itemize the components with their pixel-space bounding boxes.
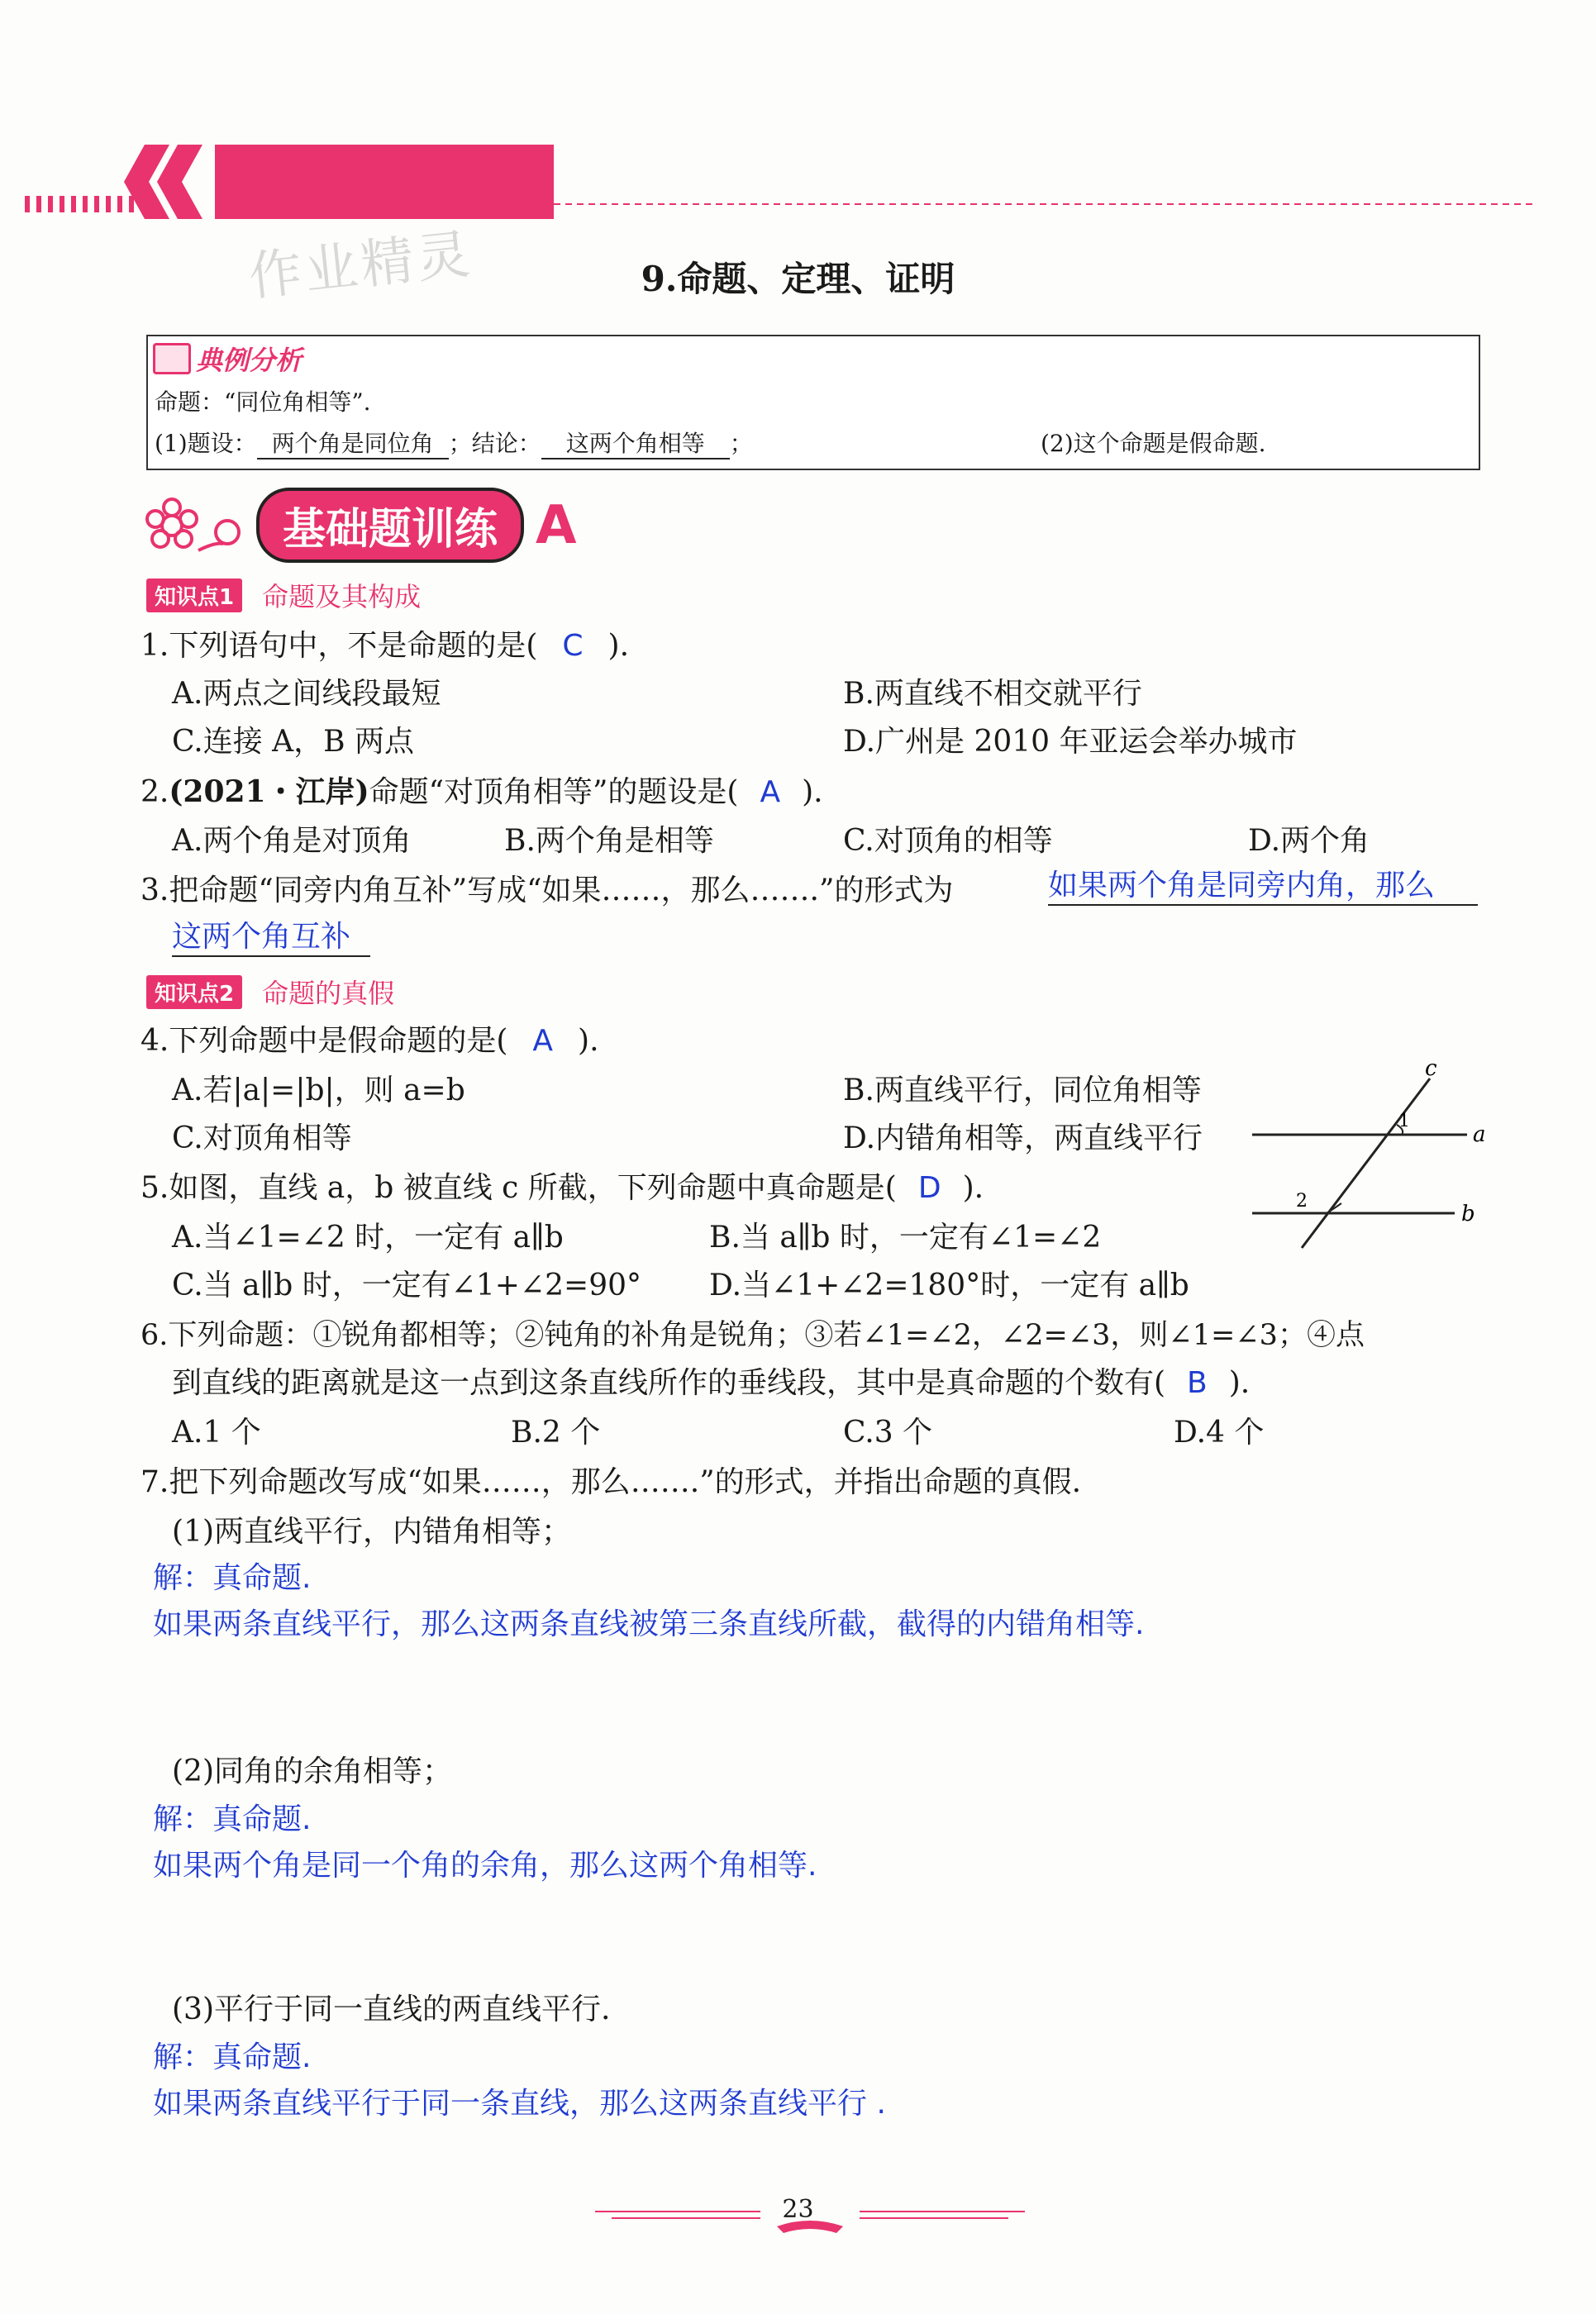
book-icon xyxy=(153,343,191,374)
q4-option-a: A.若|a|=|b|，则 a=b xyxy=(172,1074,465,1107)
q2-option-a: A.两个角是对顶角 xyxy=(172,824,412,858)
q7-part1-solution-2: 如果两条直线平行，那么这两条直线被第三条直线所截，截得的内错角相等. xyxy=(153,1607,1145,1641)
basic-section-heading xyxy=(141,488,577,563)
q6-option-d: D.4 个 xyxy=(1174,1416,1265,1450)
question-2-answer: A xyxy=(760,775,781,809)
q2-option-c: C.对顶角的相等 xyxy=(843,824,1053,858)
page-number: 23 xyxy=(782,2195,814,2224)
example-line2: (1)题设： 两个角是同位角 ；结论： 这两个角相等 ； xyxy=(155,430,753,459)
knowledge-point-2: 知识点2 命题的真假 xyxy=(146,975,394,1008)
q2-option-d: D.两个角 xyxy=(1248,824,1370,858)
question-2-stem: 2.(2021・江岸)命题“对顶角相等”的题设是( A ). xyxy=(141,774,823,809)
question-6-answer: B xyxy=(1187,1366,1208,1400)
q7-part3-solution-2: 如果两条直线平行于同一条直线，那么这两条直线平行 . xyxy=(153,2087,886,2121)
question-6-stem-line2: 到直线的距离就是这一点到这条直线所作的垂线段，其中是真命题的个数有( B ). xyxy=(172,1366,1251,1400)
q1-option-d: D.广州是 2010 年亚运会举办城市 xyxy=(843,725,1298,759)
label-a: a xyxy=(1473,1122,1486,1147)
knowledge-point-1: 知识点1 命题及其构成 xyxy=(146,578,421,612)
parallel-lines-figure xyxy=(1240,1062,1513,1252)
question-3-stem: 3.把命题“同旁内角互补”写成“如果……，那么…….”的形式为 xyxy=(141,874,954,907)
flower-icon xyxy=(141,493,248,559)
label-2: 2 xyxy=(1296,1191,1308,1212)
q7-part2-prompt: (2)同角的余角相等； xyxy=(172,1755,452,1788)
example-part2: (2)这个命题是假命题. xyxy=(1041,430,1266,457)
line-c xyxy=(1302,1078,1430,1248)
question-1-stem: 1.下列语句中，不是命题的是( C ). xyxy=(141,629,630,663)
question-7-stem: 7.把下列命题改写成“如果……，那么…….”的形式，并指出命题的真假. xyxy=(141,1465,1082,1499)
q1-option-b: B.两直线不相交就平行 xyxy=(843,677,1142,711)
q4-option-d: D.内错角相等，两直线平行 xyxy=(843,1121,1203,1155)
q6-option-b: B.2 个 xyxy=(511,1416,601,1450)
q7-part3-solution-1: 解：真命题. xyxy=(153,2040,312,2074)
q7-part2-solution-1: 解：真命题. xyxy=(153,1802,312,1836)
example-label: 典例分析 xyxy=(153,340,302,378)
q5-option-c: C.当 a∥b 时，一定有∠1+∠2=90° xyxy=(172,1269,642,1302)
question-2-source: (2021・江岸) xyxy=(169,774,369,809)
q5-option-d: D.当∠1+∠2=180°时，一定有 a∥b xyxy=(709,1269,1189,1302)
q6-option-a: A.1 个 xyxy=(172,1416,261,1450)
question-3-answer-line1: 如果两个角是同旁内角，那么 xyxy=(1048,868,1478,906)
label-b: b xyxy=(1461,1202,1475,1226)
q1-option-a: A.两点之间线段最短 xyxy=(172,677,441,711)
q5-option-a: A.当∠1=∠2 时，一定有 a∥b xyxy=(172,1221,564,1255)
example-line1: 命题：“同位角相等”. xyxy=(155,388,371,416)
question-5-answer: D xyxy=(917,1171,941,1205)
q7-part1-solution-1: 解：真命题. xyxy=(153,1561,312,1595)
label-c: c xyxy=(1425,1062,1437,1081)
watermark: 作业精灵 xyxy=(245,223,476,308)
q1-option-c: C.连接 A，B 两点 xyxy=(172,725,415,759)
q7-part1-prompt: (1)两直线平行，内错角相等； xyxy=(172,1515,571,1549)
q7-part3-prompt: (3)平行于同一直线的两直线平行. xyxy=(172,1993,611,2026)
q6-option-c: C.3 个 xyxy=(843,1416,933,1450)
question-5-stem: 5.如图，直线 a，b 被直线 c 所截，下列命题中真命题是( D ). xyxy=(141,1171,984,1205)
example-conclusion: 这两个角相等 xyxy=(541,430,730,459)
question-4-answer: A xyxy=(532,1024,554,1058)
q2-option-b: B.两个角是相等 xyxy=(504,824,714,858)
q7-part2-solution-2: 如果两个角是同一个角的余角，那么这两个角相等. xyxy=(153,1849,817,1883)
question-1-answer: C xyxy=(562,629,584,663)
example-premise: 两个角是同位角 xyxy=(257,430,449,459)
question-6-stem-line1: 6.下列命题：①锐角都相等；②钝角的补角是锐角；③若∠1=∠2，∠2=∠3，则∠1=∠3；④点 xyxy=(141,1319,1365,1352)
basic-section-letter: A xyxy=(536,494,577,556)
question-4-stem: 4.下列命题中是假命题的是( A ). xyxy=(141,1024,599,1058)
q4-option-b: B.两直线平行，同位角相等 xyxy=(843,1074,1202,1107)
header-banner xyxy=(0,136,1596,227)
q4-option-c: C.对顶角相等 xyxy=(172,1121,352,1155)
example-analysis-box xyxy=(146,335,1480,470)
q5-option-b: B.当 a∥b 时，一定有∠1=∠2 xyxy=(709,1221,1102,1255)
question-3-answer-line2: 这两个角互补 xyxy=(172,919,370,957)
basic-section-title: 基础题训练 xyxy=(256,488,524,563)
label-1: 1 xyxy=(1398,1111,1410,1131)
section-title: 9.命题、定理、证明 xyxy=(641,259,955,299)
